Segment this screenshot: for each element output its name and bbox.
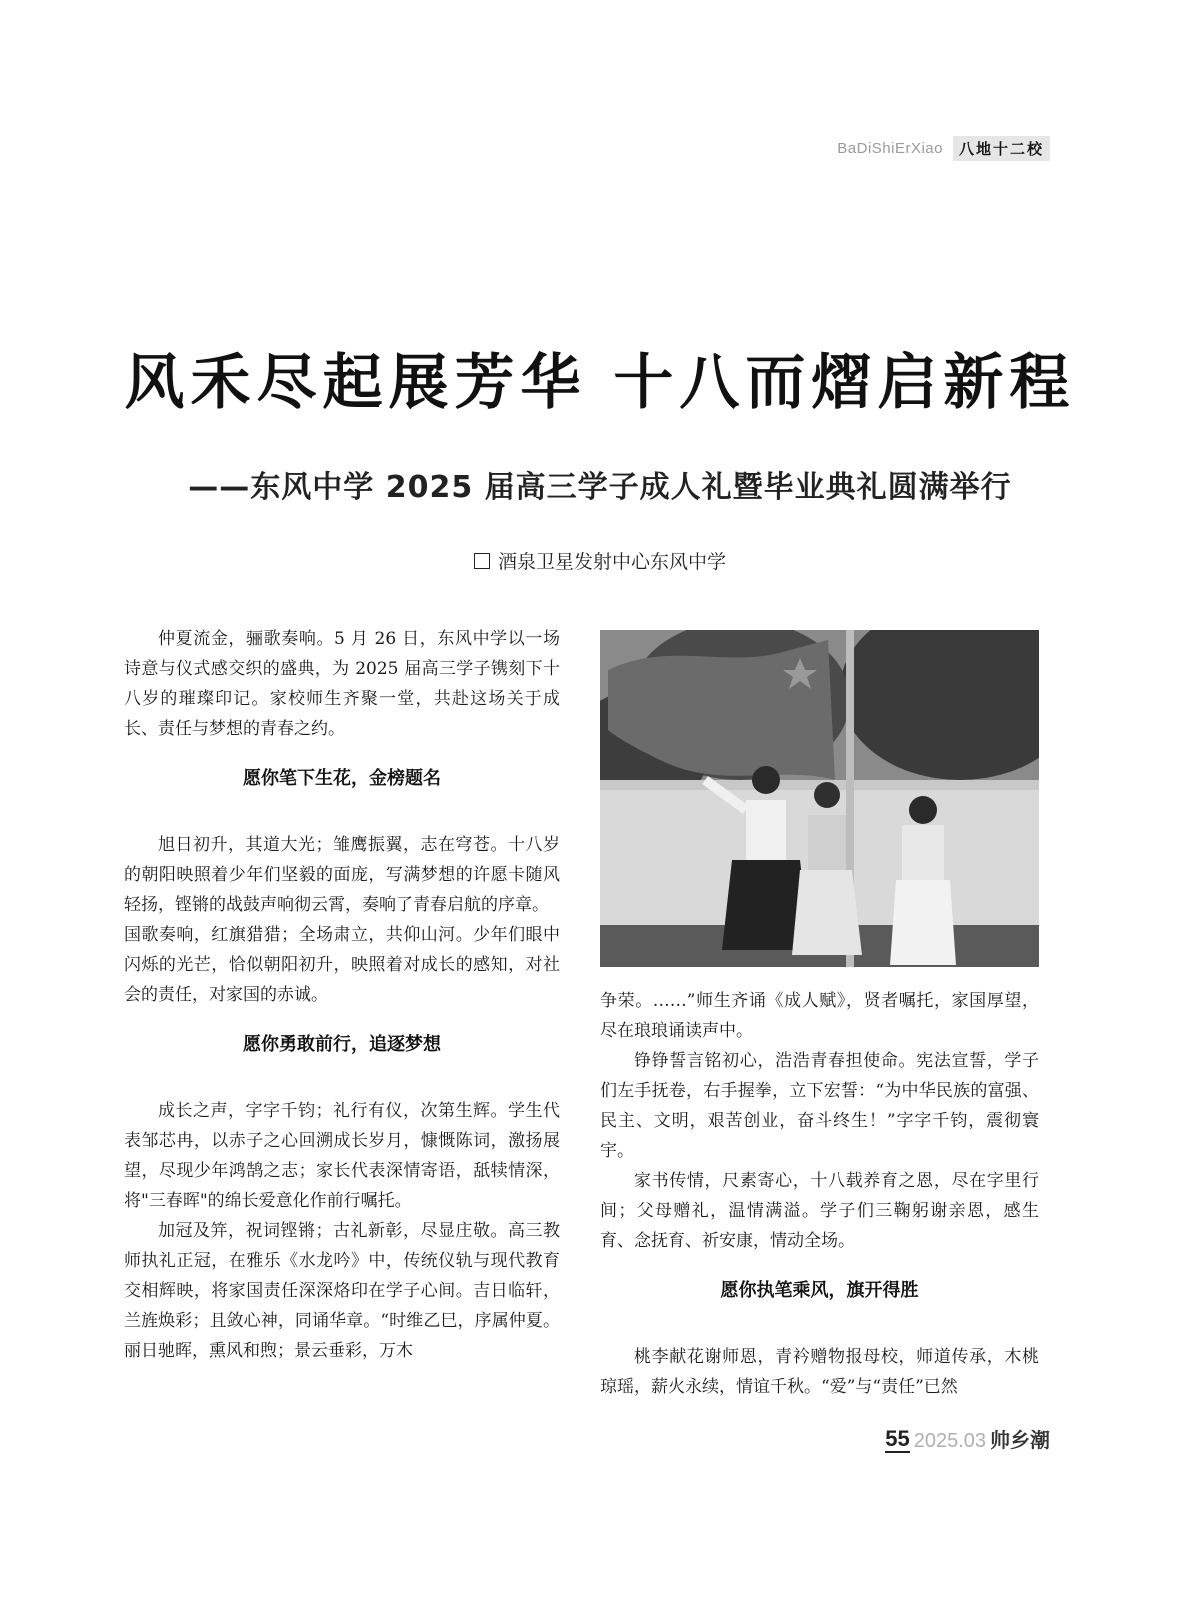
section-heading: 愿你执笔乘风，旗开得胜 bbox=[720, 1280, 919, 1301]
article-author bbox=[0, 547, 1200, 574]
section-heading: 愿你笔下生花，金榜题名 bbox=[243, 768, 441, 789]
magazine-logo: 帅乡潮 bbox=[990, 1430, 1050, 1452]
page-number: 55 bbox=[885, 1426, 910, 1451]
author-name: 酒泉卫星发射中心东风中学 bbox=[497, 551, 726, 573]
paragraph: 家书传情，尺素寄心，十八载养育之恩，尽在字里行间；父母赠礼，温情满溢。学子们三鞠躬谢亲恩，感生育、念抚育、祈安康，情动全场。 bbox=[600, 1171, 1039, 1251]
author-box-icon bbox=[474, 553, 490, 569]
right-column bbox=[600, 986, 1039, 1402]
paragraph: 桃李献花谢师恩，青衿赠物报母校，师道传承，木桃琼瑶，薪火永续，情谊千秋。“爱”与“责任”已然 bbox=[600, 1347, 1039, 1397]
article-title: 风禾尽起展芳华 十八而熠启新程 bbox=[124, 348, 1076, 418]
paragraph: 争荣。……”师生齐诵《成人赋》，贤者嘱托，家国厚望，尽在琅琅诵读声中。 bbox=[600, 991, 1039, 1041]
ceremony-photo bbox=[600, 630, 1039, 967]
left-column bbox=[124, 624, 560, 1366]
paragraph: 仲夏流金，骊歌奏响。5 月 26 日，东风中学以一场诗意与仪式感交织的盛典，为 2025 届高三学子镌刻下十八岁的璀璨印记。家校师生齐聚一堂，共赴这场关于成长、责任与梦想的青春之约。 bbox=[124, 629, 560, 739]
article-subtitle: ——东风中学 2025 届高三学子成人礼暨毕业典礼圆满举行 bbox=[188, 470, 1012, 505]
paragraph: 铮铮誓言铭初心，浩浩青春担使命。宪法宣誓，学子们左手抚卷，右手握拳，立下宏誓：“为中华民族的富强、民主、文明，艰苦创业，奋斗终生！”字字千钧，震彻寰宇。 bbox=[600, 1051, 1039, 1161]
header-pinyin: BaDiShiErXiao bbox=[837, 140, 943, 157]
paragraph: 加冠及笄，祝词铿锵；古礼新彰，尽显庄敬。高三教师执礼正冠，在雅乐《水龙吟》中，传统仪轨与现代教育交相辉映，将家国责任深深烙印在学子心间。吉日临轩，兰旌焕彩；且敛心神，同诵华章。“时维乙巳，序属仲夏。丽日驰晖，熏风和煦；景云垂彩，万木 bbox=[124, 1221, 560, 1361]
issue-date: 2025.03 bbox=[913, 1430, 986, 1452]
paragraph: 成长之声，字字千钧；礼行有仪，次第生辉。学生代表邹芯冉，以赤子之心回溯成长岁月，慷慨陈词，激扬展望，尽现少年鸿鹄之志；家长代表深情寄语，舐犊情深，将"三春晖"的绵长爱意化作前行嘱托。 bbox=[124, 1101, 560, 1211]
section-heading: 愿你勇敢前行，追逐梦想 bbox=[243, 1034, 441, 1055]
running-header bbox=[837, 136, 1050, 161]
paragraph: 国歌奏响，红旗猎猎；全场肃立，共仰山河。少年们眼中闪烁的光芒，恰似朝阳初升，映照着对成长的感知，对社会的责任，对家国的赤诚。 bbox=[124, 925, 560, 1005]
header-section-name: 八地十二校 bbox=[953, 136, 1050, 161]
page-footer bbox=[885, 1427, 1050, 1453]
paragraph: 旭日初升，其道大光；雏鹰振翼，志在穹苍。十八岁的朝阳映照着少年们坚毅的面庞，写满梦想的许愿卡随风轻扬，铿锵的战鼓声响彻云霄，奏响了青春启航的序章。 bbox=[124, 835, 560, 915]
